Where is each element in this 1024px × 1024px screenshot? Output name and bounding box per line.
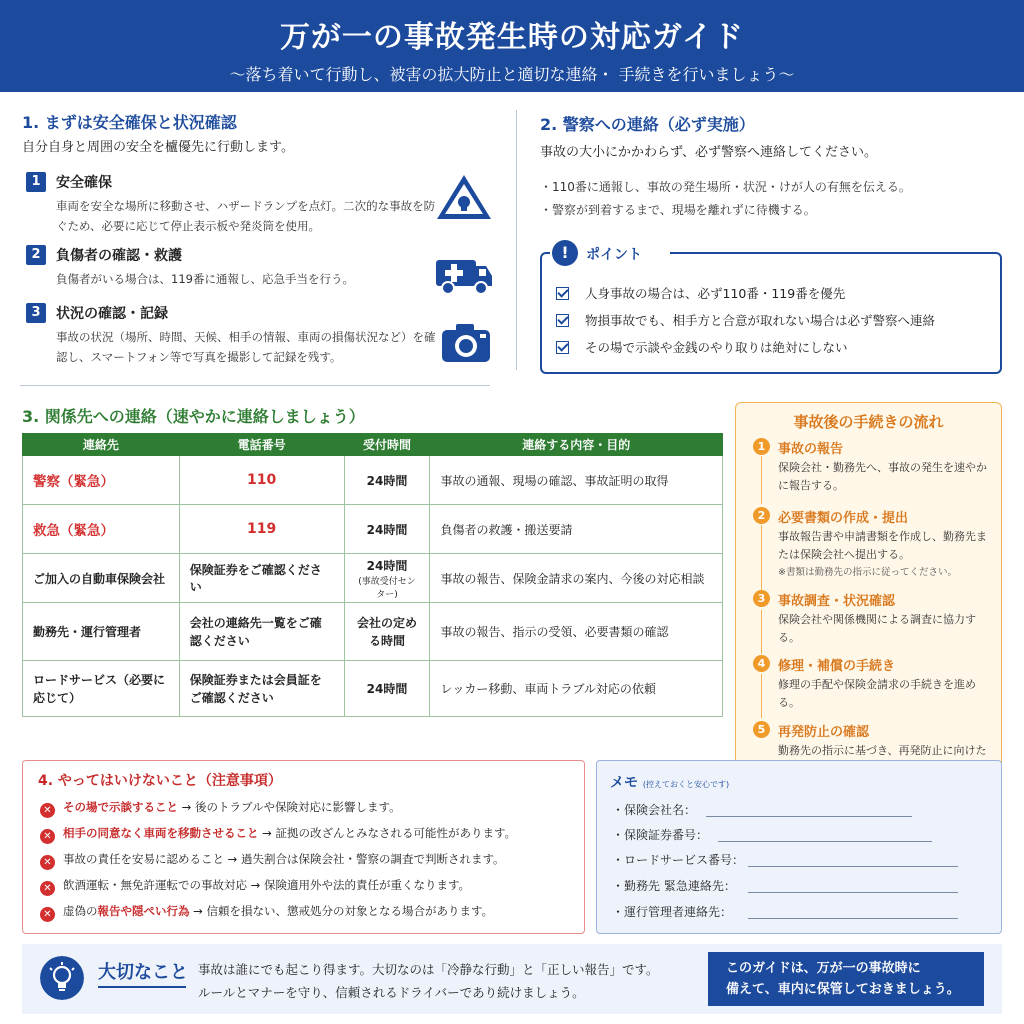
step-description: 事故の状況（場所、時間、天候、相手の情報、車両の損傷状況など）を確認し、スマートフォン等で写真を撮影して記録を残す。	[56, 330, 436, 364]
prohibition-result: → 過失割合は保険会社・警察の調査で判断されます。	[227, 852, 505, 866]
flow-step-number: 1	[753, 438, 770, 455]
flow-step-note: ※書類は勤務先の指示に従ってください。	[778, 567, 957, 579]
prohibition-result: → 後のトラブルや保険対応に影響します。	[181, 800, 401, 814]
table-row	[23, 554, 723, 603]
memo-write-line[interactable]	[748, 892, 958, 893]
hours-cell	[344, 554, 430, 603]
list-item: ・ 110番に通報し、事故の発生場所・状況・けが人の有無を伝える。	[540, 176, 911, 199]
memo-write-line[interactable]	[748, 866, 958, 867]
cross-icon: ✕	[40, 881, 55, 896]
point-text: 人身事故の場合は、必ず110番・119番を優先	[585, 286, 846, 301]
section4-title: 4. やってはいけないこと（注意事項）	[38, 773, 282, 789]
memo-write-line[interactable]	[706, 816, 912, 817]
prohibition-result: → 証拠の改ざんとみなされる可能性があります。	[262, 826, 517, 840]
memo-write-line[interactable]	[748, 918, 958, 919]
storage-note-line: 備えて、車内に保管しておきましょう。	[726, 981, 960, 997]
memo-field-label: ・ロードサービス番号：	[612, 853, 745, 867]
flow-arrow	[761, 525, 762, 591]
prohibition-text: 虚偽の	[63, 904, 98, 918]
step-number: 3	[26, 303, 46, 323]
flow-arrow	[761, 610, 762, 654]
section1-title: 1. まずは安全確保と状況確認	[22, 113, 237, 132]
section3-title: 3. 関係先への連絡（速やかに連絡しましょう）	[22, 407, 365, 426]
exclamation-icon: !	[552, 240, 578, 266]
flow-step-desc-wrap	[778, 528, 993, 581]
hours: 24時間	[366, 558, 408, 573]
step-title: 負傷者の確認・救護	[56, 248, 182, 264]
hours-note: (事故受付センター)	[358, 576, 416, 600]
prohibition-text: 事故の責任を安易に認めること	[63, 852, 224, 866]
flow-step-number: 4	[753, 655, 770, 672]
point-item	[556, 311, 935, 329]
purpose: 負傷者の救護・搬送要請	[430, 505, 723, 554]
contact-name: 勤務先・運行管理者	[23, 603, 180, 661]
flow-step-desc: 保険会社や関係機関による調査に協力する。	[778, 613, 976, 644]
section-divider	[20, 385, 490, 386]
memo-title: メモ	[610, 775, 638, 791]
flow-step-title: 事故の報告	[778, 442, 844, 457]
important-line: 事故は誰にでも起こり得ます。大切なのは「冷静な行動」と「正しい報告」です。	[198, 962, 659, 977]
prohibition-result: → 保険適用外や法的責任が重くなります。	[250, 878, 471, 892]
prohibition-highlight: 相手の同意なく車両を移動させること	[63, 826, 259, 840]
table-row	[23, 661, 723, 717]
header-banner	[0, 0, 1024, 92]
prohibition-result: → 信頼を損ない、懲戒処分の対象となる場合があります。	[193, 904, 494, 918]
checkbox-icon	[556, 341, 569, 354]
table-header-row	[23, 434, 723, 456]
phone-number: 保険証券をご確認ください	[179, 554, 344, 603]
flow-arrow	[761, 456, 762, 504]
column-divider	[516, 110, 517, 370]
column-header: 連絡先	[23, 434, 180, 456]
ambulance-icon	[434, 248, 494, 298]
point-label: ポイント	[586, 247, 642, 263]
column-header: 連絡する内容・目的	[430, 434, 723, 456]
hours: 24時間	[344, 456, 430, 505]
page-title: 万が一の事故発生時の対応ガイド	[279, 20, 745, 55]
important-title: 大切なこと	[98, 962, 188, 983]
important-text	[198, 958, 659, 1004]
flow-arrow	[761, 674, 762, 718]
cross-icon: ✕	[40, 907, 55, 922]
point-badge	[550, 240, 670, 268]
memo-field-label: ・保険証券番号：	[612, 828, 709, 842]
flow-step-title: 必要書類の作成・提出	[778, 511, 909, 526]
flow-step-title: 修理・補償の手続き	[778, 659, 896, 674]
section2-lead: 事故の大小にかかわらず、必ず警察へ連絡してください。	[540, 145, 877, 160]
table-row	[23, 603, 723, 661]
prohibition-text: 飲酒運転・無免許運転での事故対応	[63, 878, 247, 892]
step-title: 状況の確認・記録	[56, 306, 168, 322]
purpose: 事故の報告、保険金請求の案内、今後の対応相談	[430, 554, 723, 603]
important-underline	[98, 986, 186, 988]
contact-name: ロードサービス（必要に応じて）	[23, 661, 180, 717]
cross-icon: ✕	[40, 855, 55, 870]
purpose: 事故の通報、現場の確認、事故証明の取得	[430, 456, 723, 505]
storage-note-line: このガイドは、万が一の事故時に	[726, 961, 921, 976]
memo-field-label: ・勤務先 緊急連絡先：	[612, 879, 736, 893]
step-description: 車両を安全な場所に移動させ、ハザードランプを点灯。二次的な事故を防ぐため、必要に応じて停止表示板や発炎筒を使用。	[56, 199, 436, 233]
point-item	[556, 338, 848, 356]
table-row	[23, 456, 723, 505]
section2-title: 2. 警察への連絡（必ず実施）	[540, 115, 755, 134]
prohibition-item	[40, 877, 470, 896]
hours: 24時間	[344, 661, 430, 717]
memo-title-wrap	[610, 772, 729, 792]
step-number: 2	[26, 245, 46, 265]
step-description: 負傷者がいる場合は、119番に通報し、応急手当を行う。	[56, 272, 354, 286]
cross-icon: ✕	[40, 803, 55, 818]
flow-step-desc: 保険会社・勤務先へ、事故の発生を速やかに報告する。	[778, 461, 987, 492]
prohibition-item	[40, 825, 516, 844]
important-line: ルールとマナーを守り、信頼されるドライバーであり続けましょう。	[198, 985, 585, 1001]
prohibition-highlight: その場で示談すること	[63, 800, 178, 814]
phone-number: 会社の連絡先一覧をご確認ください	[179, 603, 344, 661]
checkbox-icon	[556, 287, 569, 300]
step-number: 1	[26, 172, 46, 192]
prohibition-item	[40, 851, 505, 870]
prohibition-item	[40, 903, 493, 922]
prohibition-item	[40, 799, 401, 818]
flow-step-desc: 勤務先の指示に基づき、再発防止に向けた	[778, 744, 987, 757]
memo-field-label: ・運行管理者連絡先：	[612, 905, 733, 919]
page-subtitle: 〜落ち着いて行動し、被害の拡大防止と適切な連絡・ 手続きを行いましょう〜	[229, 65, 795, 84]
flow-step-desc: 事故報告書や申請書類を作成し、勤務先または保険会社へ提出する。	[778, 530, 987, 561]
table-row	[23, 505, 723, 554]
storage-note	[708, 952, 984, 1006]
prohibition-highlight: 報告や隠ぺい行為	[97, 904, 190, 918]
hours: 会社の定める時間	[344, 603, 430, 661]
memo-write-line[interactable]	[718, 841, 932, 842]
purpose: レッカー移動、車両トラブル対応の依頼	[430, 661, 723, 717]
point-text: その場で示談や金銭のやり取りは絶対にしない	[585, 340, 848, 355]
warning-triangle-icon	[434, 172, 494, 222]
flow-step-title: 事故調査・状況確認	[778, 594, 896, 609]
column-header: 受付時間	[344, 434, 430, 456]
column-header: 電話番号	[179, 434, 344, 456]
contact-name: 救急（緊急）	[23, 505, 180, 554]
phone-number: 保険証券または会員証をご確認ください	[179, 661, 344, 717]
contact-name: ご加入の自動車保険会社	[23, 554, 180, 603]
memo-title-note: (控えておくと安心です)	[642, 780, 730, 789]
flow-step-number: 5	[753, 721, 770, 738]
flow-title: 事故後の手続きの流れ	[793, 413, 944, 431]
lightbulb-icon	[40, 956, 84, 1000]
flow-step-number: 2	[753, 507, 770, 524]
list-item: ・ 警察が到着するまで、現場を離れずに待機する。	[540, 199, 911, 222]
purpose: 事故の報告、指示の受領、必要書類の確認	[430, 603, 723, 661]
point-item	[556, 284, 845, 302]
memo-field-label: ・保険会社名：	[612, 803, 697, 817]
hours: 24時間	[344, 505, 430, 554]
phone-number[interactable]: 119	[179, 505, 344, 554]
flow-step-number: 3	[753, 590, 770, 607]
contact-name: 警察（緊急）	[23, 456, 180, 505]
police-bullet-list	[540, 176, 911, 223]
checkbox-icon	[556, 314, 569, 327]
flow-step-title: 再発防止の確認	[778, 725, 870, 740]
contact-table	[22, 433, 723, 717]
cross-icon: ✕	[40, 829, 55, 844]
section1-lead: 自分自身と周囲の安全を櫨優先に行動します。	[22, 140, 294, 155]
flow-step-desc: 修理の手配や保険金請求の手続きを進める。	[778, 678, 976, 709]
camera-icon	[436, 318, 496, 368]
point-text: 物損事故でも、相手方と合意が取れない場合は必ず警察へ連絡	[585, 313, 936, 328]
step-title: 安全確保	[56, 175, 112, 191]
phone-number[interactable]: 110	[179, 456, 344, 505]
